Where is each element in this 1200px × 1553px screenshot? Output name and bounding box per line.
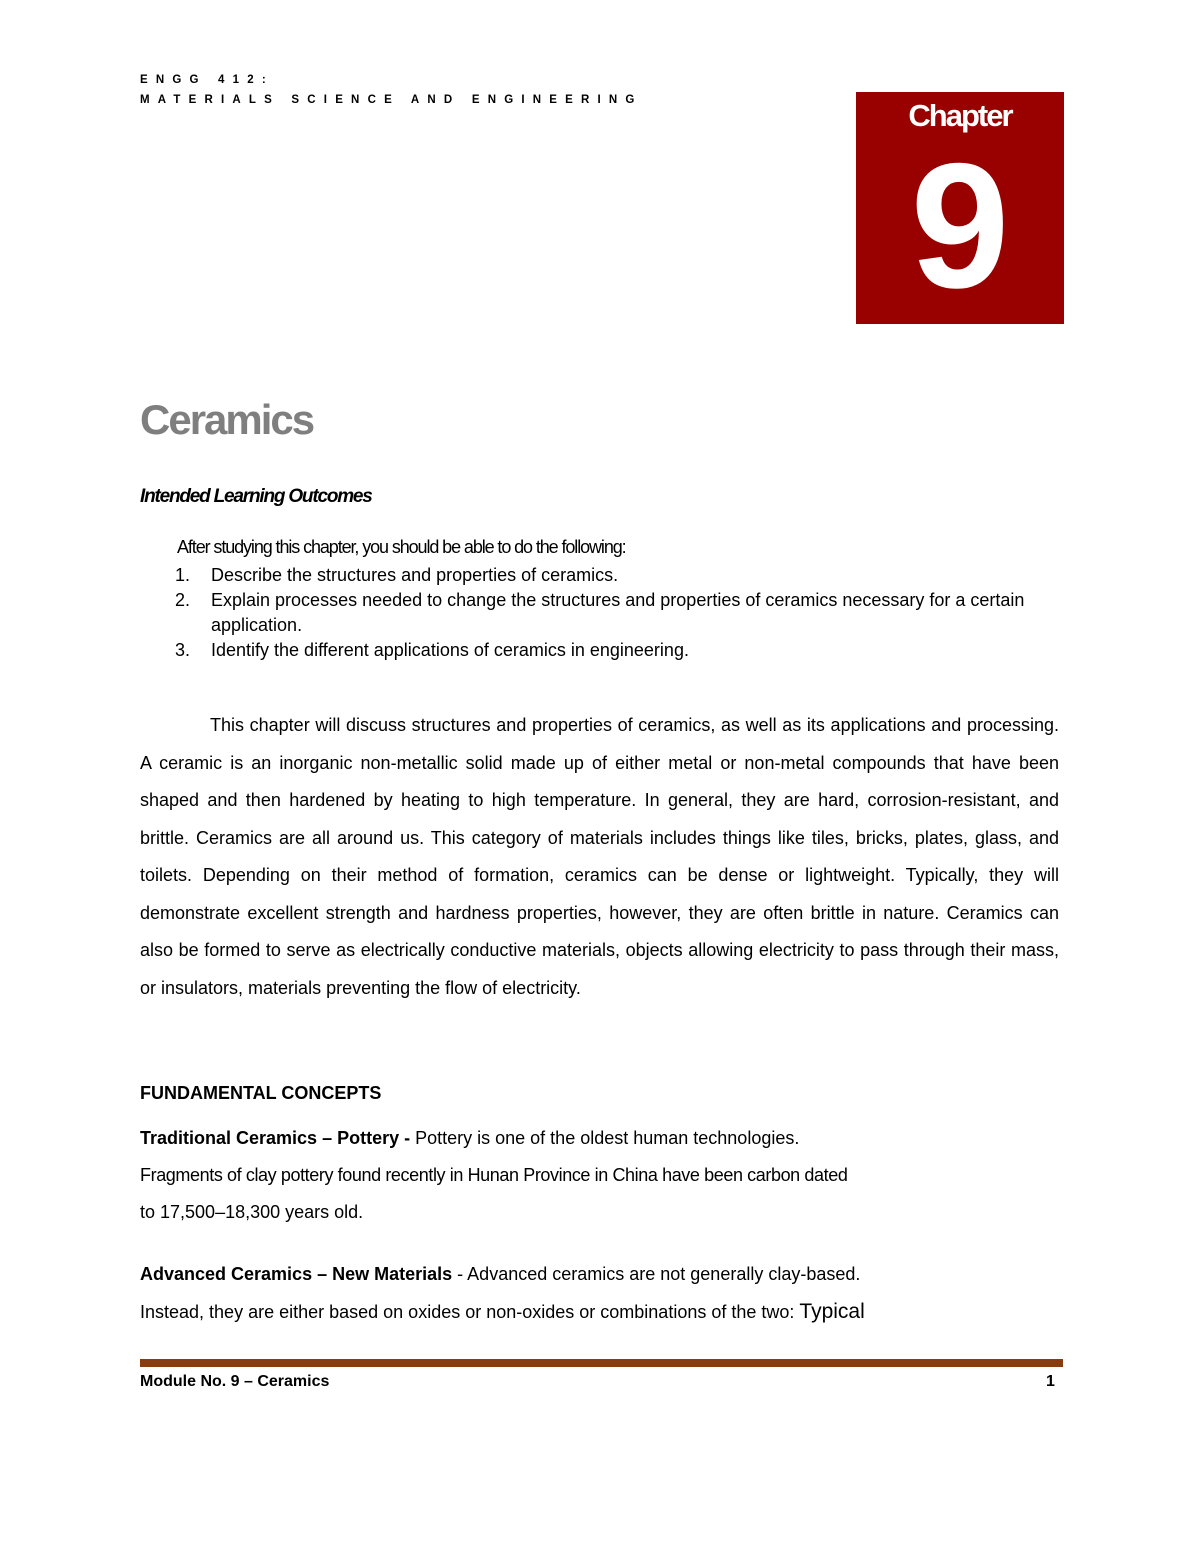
concept-term: Advanced Ceramics – New Materials [140,1264,453,1284]
list-item-number: 3. [175,640,191,660]
list-item-text: Explain processes needed to change the structures and properties of ceramics necessary for a certain application. [211,590,1025,635]
concept-term: Traditional Ceramics – Pottery - [140,1128,411,1148]
concept-text: Pottery is one of the oldest human technologies. [415,1128,800,1148]
concept-text: Typical [799,1300,865,1323]
list-item [175,588,1065,638]
concept-text: to 17,500–18,300 years old. [140,1202,364,1222]
body-paragraph-text: This chapter will discuss structures and properties of ceramics, as well as its applications and processing. A ceramic is an inorganic non-metallic solid made up of either metal or non-metal compounds that have been shaped and then hardened by heating to high temperature. In general, they are hard, corrosion-resistant, and brittle. Ceramics are all around us. This category of materials includes things like tiles, bricks, plates, glass, and toilets. Depending on their method of formation, ceramics can be dense or lightweight. Typically, they will demonstrate excellent strength and hardness properties, however, they are often brittle in nature. Ceramics can also be formed to serve as electrically conductive materials, objects allowing electricity to pass through their mass, or insulators, materials preventing the flow of electricity. [140,715,1059,998]
body-paragraph [140,707,1059,1007]
chapter-number: 9 [910,126,1010,325]
course-code: ENGG 412: [140,74,274,86]
list-item-text: Identify the different applications of ceramics in engineering. [211,640,689,660]
section-heading: FUNDAMENTAL CONCEPTS [140,1083,382,1103]
chapter-badge [856,92,1064,324]
concept-text: Fragments of clay pottery found recently in Hunan Province in China have been carbon dated [140,1165,848,1185]
learning-outcomes-intro: After studying this chapter, you should be able to do the following: [177,537,626,557]
list-item [175,563,1065,588]
list-item-number: 2. [175,590,191,610]
chapter-label: Chapter [908,98,1012,133]
concept-traditional [140,1120,1000,1231]
list-item-text: Describe the structures and properties of ceramics. [211,565,619,585]
learning-outcomes-heading: Intended Learning Outcomes [140,486,372,507]
page-number: 1 [1046,1373,1055,1390]
concept-text: - Advanced ceramics are not generally clay-based. [457,1264,861,1284]
learning-outcomes-list [175,563,1065,663]
concept-text: Instead, they are either based on oxides or non-oxides or combinations of the two: [140,1302,795,1322]
footer-rule [140,1359,1063,1367]
list-item [175,638,1065,663]
list-item-number: 1. [175,565,191,585]
course-title: MATERIALS SCIENCE AND ENGINEERING [140,94,643,106]
concept-advanced [140,1256,1000,1331]
footer-label: Module No. 9 – Ceramics [140,1373,330,1390]
chapter-title: Ceramics [140,396,314,443]
